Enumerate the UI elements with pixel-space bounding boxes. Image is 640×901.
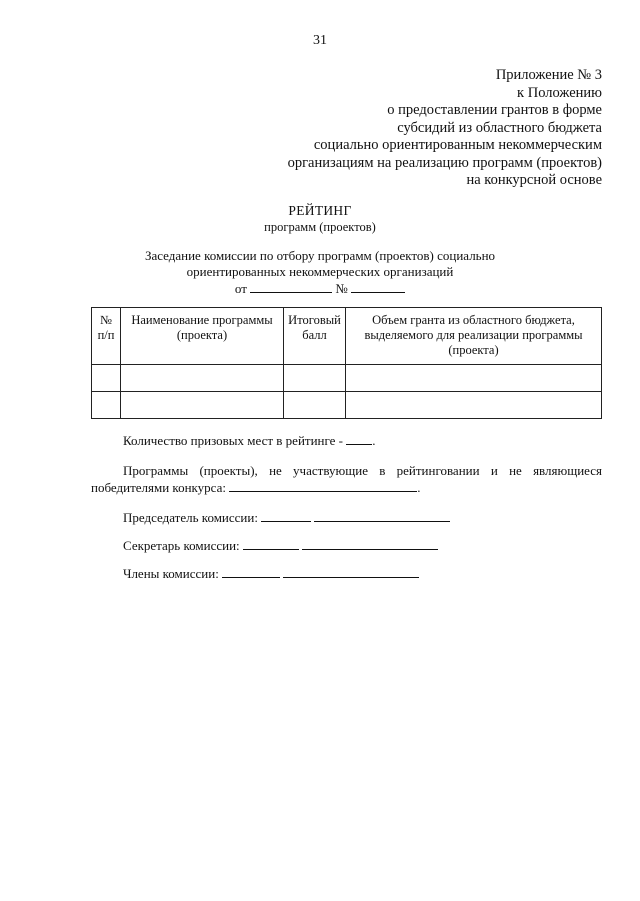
- table-cell[interactable]: [92, 365, 121, 392]
- prize-places-text: Количество призовых мест в рейтинге -: [123, 433, 344, 448]
- appendix-line: социально ориентированным некоммерческим: [313, 137, 602, 153]
- appendix-header: [288, 67, 602, 190]
- table-row: [92, 392, 602, 419]
- secretary-line: [91, 537, 634, 554]
- chairman-label: Председатель комиссии:: [123, 510, 258, 525]
- page-number: 31: [313, 33, 327, 48]
- table-cell[interactable]: [92, 392, 121, 419]
- table-cell[interactable]: [346, 365, 602, 392]
- prize-places-paragraph: [91, 432, 634, 449]
- prize-places-blank[interactable]: [346, 432, 372, 445]
- number-label: №: [335, 281, 348, 296]
- title-block: [0, 203, 640, 235]
- secretary-signature-blank[interactable]: [243, 537, 299, 550]
- chairman-name-blank[interactable]: [314, 509, 450, 522]
- table-header-row: [92, 308, 602, 365]
- number-blank[interactable]: [351, 280, 405, 293]
- table-cell[interactable]: [284, 392, 346, 419]
- members-line: [91, 565, 634, 582]
- meeting-date-line: [0, 280, 640, 297]
- column-header-number: № п/п: [92, 308, 121, 365]
- meeting-info: [0, 248, 640, 297]
- date-blank[interactable]: [250, 280, 332, 293]
- chairman-signature-blank[interactable]: [261, 509, 311, 522]
- members-label: Члены комиссии:: [123, 566, 219, 581]
- column-header-total-score: Итоговый балл: [284, 308, 346, 365]
- column-header-grant-amount: Объем гранта из областного бюджета, выделяемого для реализации программы (проекта): [346, 308, 602, 365]
- members-signature-blank[interactable]: [222, 565, 280, 578]
- appendix-line: Приложение № 3: [495, 67, 602, 83]
- table-cell[interactable]: [284, 365, 346, 392]
- document-subtitle: программ (проектов): [264, 220, 376, 234]
- programs-end: .: [417, 480, 421, 495]
- meeting-line-2: ориентированных некоммерческих организаций: [186, 264, 454, 279]
- secretary-label: Секретарь комиссии:: [123, 538, 240, 553]
- programs-text: Программы (проекты), не участвующие в рейтинговании и не являющиеся победителями конкурса:: [91, 463, 602, 495]
- appendix-line: субсидий из областного бюджета: [397, 119, 602, 136]
- prize-places-end: .: [372, 433, 376, 448]
- chairman-line: [91, 509, 634, 526]
- secretary-name-blank[interactable]: [302, 537, 438, 550]
- table-cell[interactable]: [346, 392, 602, 419]
- appendix-line: о предоставлении грантов в форме: [387, 102, 602, 118]
- programs-paragraph: [91, 462, 602, 496]
- table-cell[interactable]: [121, 365, 284, 392]
- table-cell[interactable]: [121, 392, 284, 419]
- appendix-line: на конкурсной основе: [466, 172, 602, 188]
- members-name-blank[interactable]: [283, 565, 419, 578]
- document-title: РЕЙТИНГ: [288, 203, 352, 218]
- programs-blank[interactable]: [229, 479, 417, 492]
- rating-table: [91, 307, 602, 419]
- table-row: [92, 365, 602, 392]
- from-label: от: [234, 281, 247, 296]
- appendix-line: к Положению: [517, 84, 602, 101]
- appendix-line: организациям на реализацию программ (проектов): [287, 154, 602, 171]
- meeting-line-1: Заседание комиссии по отбору программ (проектов) социально: [144, 248, 496, 263]
- column-header-program-name: Наименование программы (проекта): [121, 308, 284, 365]
